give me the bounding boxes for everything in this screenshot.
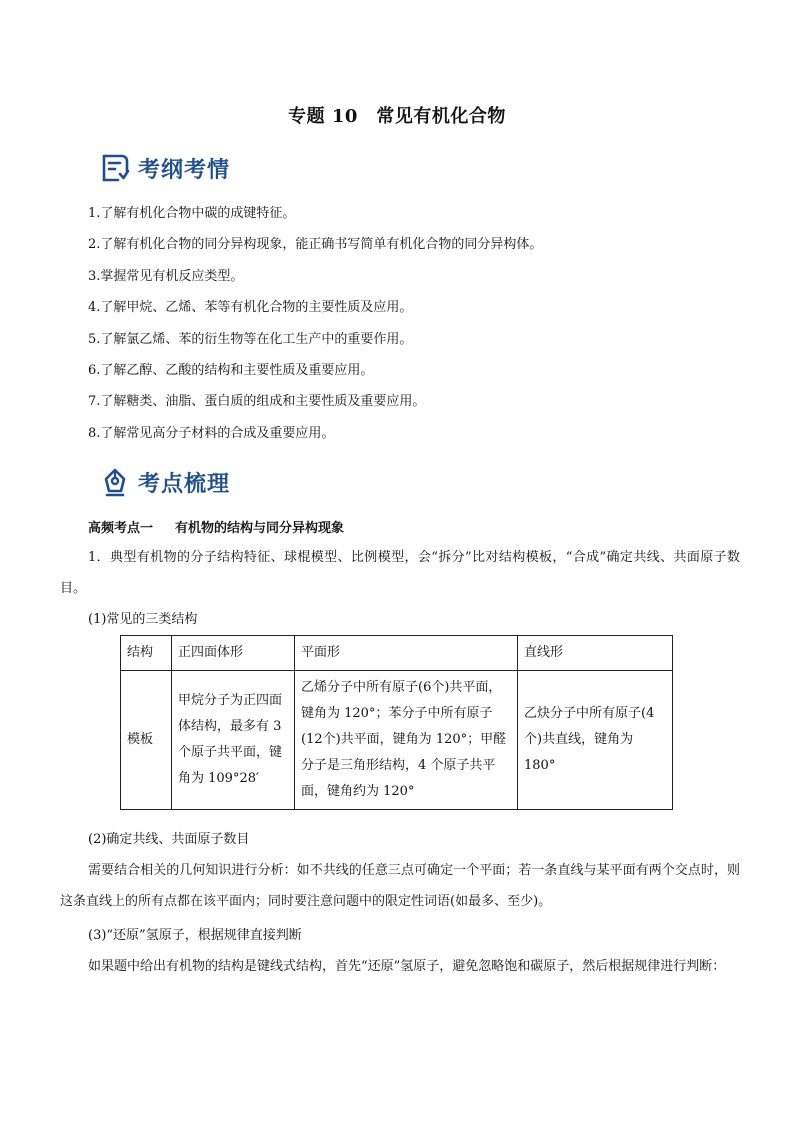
- list-item: 2.了解有机化合物的同分异构现象，能正确书写简单有机化合物的同分异构体。: [88, 237, 543, 253]
- table-cell: 甲烷分子为正四面体结构，最多有 3 个原子共平面，键角为 109°28′: [172, 671, 295, 810]
- list-icon: [100, 153, 130, 183]
- topic-label: 高频考点一: [88, 521, 154, 536]
- section-header-outline: [100, 150, 230, 186]
- sub-heading: (2)确定共线、共面原子数目: [88, 832, 250, 847]
- sub-heading: (1)常见的三类结构: [88, 612, 198, 627]
- table-cell: 乙烯分子中所有原子(6个)共平面，键角为 120°；苯分子中所有原子(12个)共平面，键角为 120°；甲醛分子是三角形结构，4 个原子共平面，键角约为 120°: [295, 671, 518, 810]
- page-title: 专题 10 常见有机化合物: [288, 106, 506, 127]
- table-header-cell: 结构: [121, 636, 172, 671]
- outline-list: [88, 204, 542, 455]
- pen-nib-icon: [100, 467, 130, 497]
- list-item: 3.掌握常见有机反应类型。: [88, 268, 244, 284]
- section-header-topics: [100, 464, 230, 500]
- paragraph: 1．典型有机物的分子结构特征、球棍模型、比例模型，会“拆分”比对结构模板，“合成”确定共线、共面原子数目。: [60, 550, 740, 596]
- list-item: 8.了解常见高分子材料的合成及重要应用。: [88, 425, 335, 441]
- topic-subheading: [88, 517, 344, 536]
- table-cell: 模板: [121, 671, 172, 810]
- list-item: 5.了解氯乙烯、苯的衍生物等在化工生产中的重要作用。: [88, 331, 413, 347]
- structure-table: [120, 635, 673, 810]
- sub-heading: (3)“还原”氢原子，根据规律直接判断: [88, 928, 302, 943]
- list-item: 1.了解有机化合物中碳的成键特征。: [88, 206, 296, 221]
- list-item: 4.了解甲烷、乙烯、苯等有机化合物的主要性质及应用。: [88, 300, 413, 316]
- table-header-cell: 正四面体形: [172, 636, 295, 671]
- table-row: [121, 671, 673, 810]
- table-header-row: [121, 636, 673, 671]
- table-cell: 乙炔分子中所有原子(4个)共直线，键角为 180°: [518, 671, 673, 810]
- list-item: 7.了解糖类、油脂、蛋白质的组成和主要性质及重要应用。: [88, 394, 426, 410]
- table-header-cell: 平面形: [295, 636, 518, 671]
- paragraph: 需要结合相关的几何知识进行分析：如不共线的任意三点可确定一个平面；若一条直线与某平面有两个交点时，则这条直线上的所有点都在该平面内；同时要注意问题中的限定性词语(如最多、至少)。: [60, 863, 740, 909]
- table-header-cell: 直线形: [518, 636, 673, 671]
- list-item: 6.了解乙醇、乙酸的结构和主要性质及重要应用。: [88, 362, 374, 378]
- paragraph: 如果题中给出有机物的结构是键线式结构，首先“还原”氢原子，避免忽略饱和碳原子，然后根据规律进行判断：: [88, 959, 726, 974]
- section-heading: 考点梳理: [138, 471, 231, 497]
- topic-title: 有机物的结构与同分异构现象: [175, 521, 345, 536]
- section-heading: 考纲考情: [138, 157, 231, 183]
